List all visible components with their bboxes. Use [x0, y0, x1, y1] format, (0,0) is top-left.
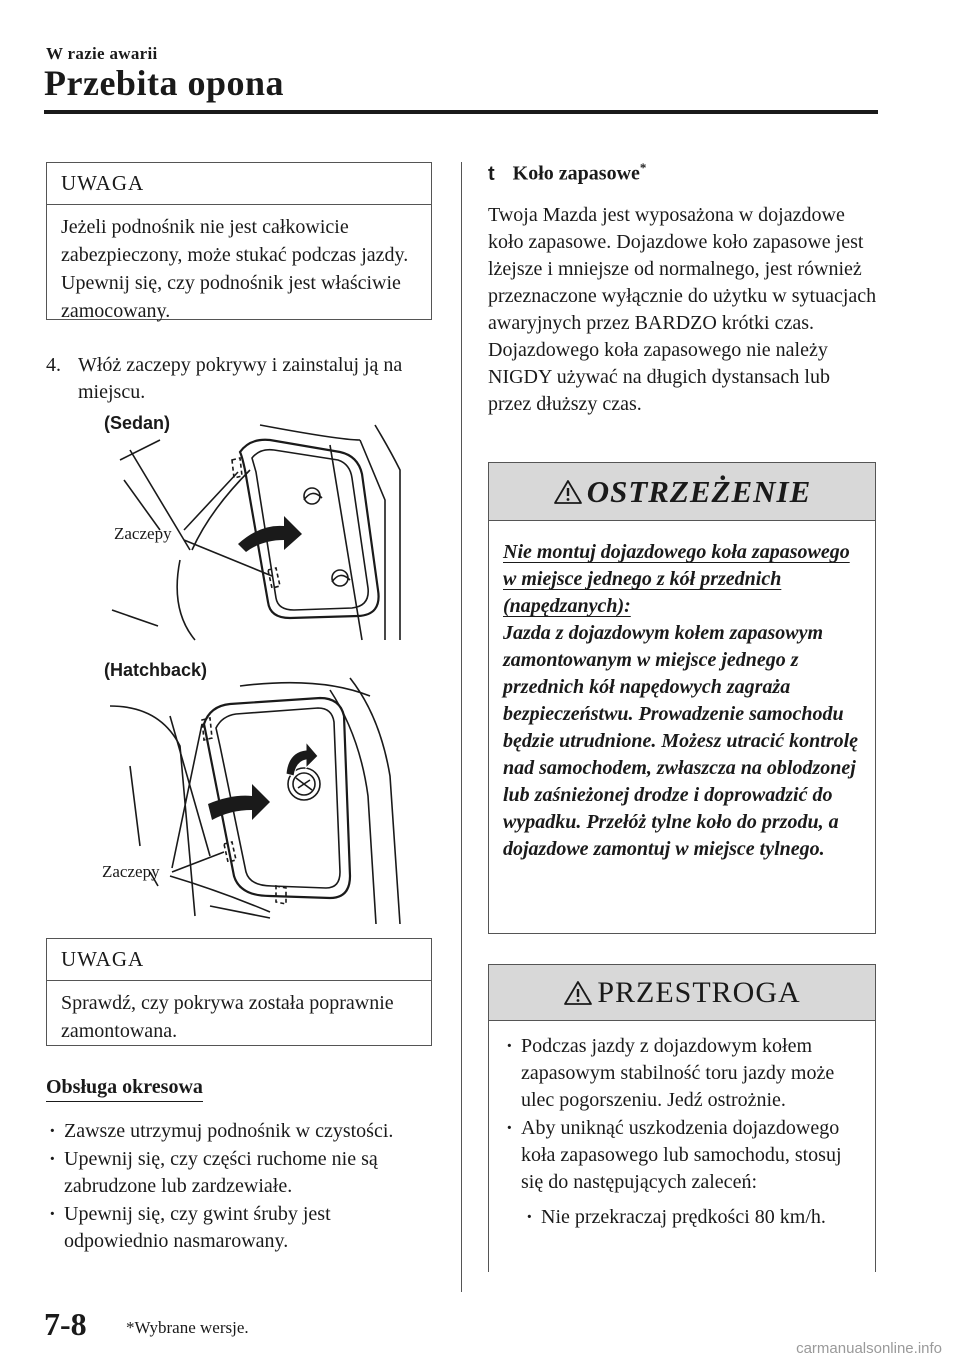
footnote: *Wybrane wersje.: [126, 1318, 249, 1337]
list-item: · Upewnij się, czy części ruchome nie są zabrudzone lub zardzewiałe.: [46, 1146, 436, 1200]
note-box-jack: [46, 162, 432, 320]
warning-heading: [489, 463, 875, 521]
caution-heading: [489, 965, 875, 1021]
figure-label-sedan: (Sedan): [104, 413, 171, 433]
maintenance-list: [46, 1118, 436, 1256]
warning-text: Jazda z dojazdowym kołem zapasowym zamontowanym w miejsce jednego z przednich kół napędowych zagraża bezpieczeństwu. Prowadzenie samochodu będzie utrudnione. Możesz utracić kontrolę nad samochodem, zwłaszcza na oblodzonej lub zaśnieżonej drodze i doprowadzić do wypadku. Przełóż tylne koło do przodu, a dojazdowe zamontuj w miejsce tylnego.: [503, 622, 859, 860]
section-label: W razie awarii: [46, 44, 158, 63]
page-number: 7-8: [44, 1306, 87, 1342]
hatchback-cover-illustration: [100, 676, 430, 926]
note-text: Sprawdź, czy pokrywa została poprawnie zamontowana.: [61, 992, 394, 1042]
maintenance-heading: Obsługa okresowa: [46, 1076, 203, 1102]
list-item: · Aby uniknąć uszkodzenia dojazdowego koła zapasowego lub samochodu, stosuj się do następujących zaleceń:: [503, 1115, 861, 1196]
title-rule: [44, 110, 878, 114]
caution-heading-text: PRZESTROGA: [597, 975, 801, 1009]
warning-triangle-icon: [553, 479, 583, 505]
sub-list-item: · Nie przekraczaj prędkości 80 km/h.: [523, 1204, 861, 1231]
step-number: 4.: [46, 354, 61, 376]
spare-wheel-intro: Twoja Mazda jest wyposażona w dojazdowe koło zapasowe. Dojazdowe koło zapasowe jest lżejsze i mniejsze od normalnego, jest również przeznaczone wyłącznie do użytku w sytuacjach awaryjnych przez BARDZO krótki czas. Dojazdowego koła zapasowego nie należy NIGDY używać na długich dystansach lub przez dłuższy czas.: [488, 204, 877, 415]
note-heading: UWAGA: [47, 163, 431, 205]
warning-instruction: Nie montuj dojazdowego koła zapasowego w miejsce jednego z kół przednich (napędzanych):: [503, 541, 850, 617]
note-heading: UWAGA: [47, 939, 431, 981]
column-divider: [461, 162, 462, 1292]
caution-body: [489, 1021, 875, 1231]
section-marker: t: [488, 162, 495, 185]
warning-body: [489, 521, 875, 877]
warning-box: [488, 462, 876, 934]
asterisk-mark: *: [639, 160, 647, 175]
figure-label-hatchback: (Hatchback): [104, 660, 208, 680]
caution-triangle-icon: [563, 980, 593, 1006]
warning-heading-text: OSTRZEŻENIE: [586, 473, 812, 509]
list-item: · Podczas jazdy z dojazdowym kołem zapasowym stabilność toru jazdy może ulec pogorszeniu. Jedź ostrożnie.: [503, 1033, 861, 1114]
section-heading-text: Koło zapasowe: [512, 162, 640, 185]
caution-box: [488, 964, 876, 1272]
spare-wheel-heading: [488, 160, 646, 186]
step-text: Włóż zaczepy pokrywy i zainstaluj ją na miejscu.: [78, 354, 403, 403]
callout-hooks-sedan: Zaczepy: [114, 524, 172, 543]
list-item: · Upewnij się, czy gwint śruby jest odpowiednio nasmarowany.: [46, 1201, 436, 1255]
note-text: Jeżeli podnośnik nie jest całkowicie zabezpieczony, może stukać podczas jazdy. Upewnij się, czy podnośnik jest właściwie zamocowany.: [61, 216, 409, 322]
page-title: Przebita opona: [44, 63, 284, 103]
step-4: [46, 352, 436, 406]
callout-hooks-hatchback: Zaczepy: [102, 862, 160, 881]
list-item: · Zawsze utrzymuj podnośnik w czystości.: [46, 1118, 436, 1145]
watermark: carmanualsonline.info: [796, 1340, 942, 1357]
note-box-cover: [46, 938, 432, 1046]
